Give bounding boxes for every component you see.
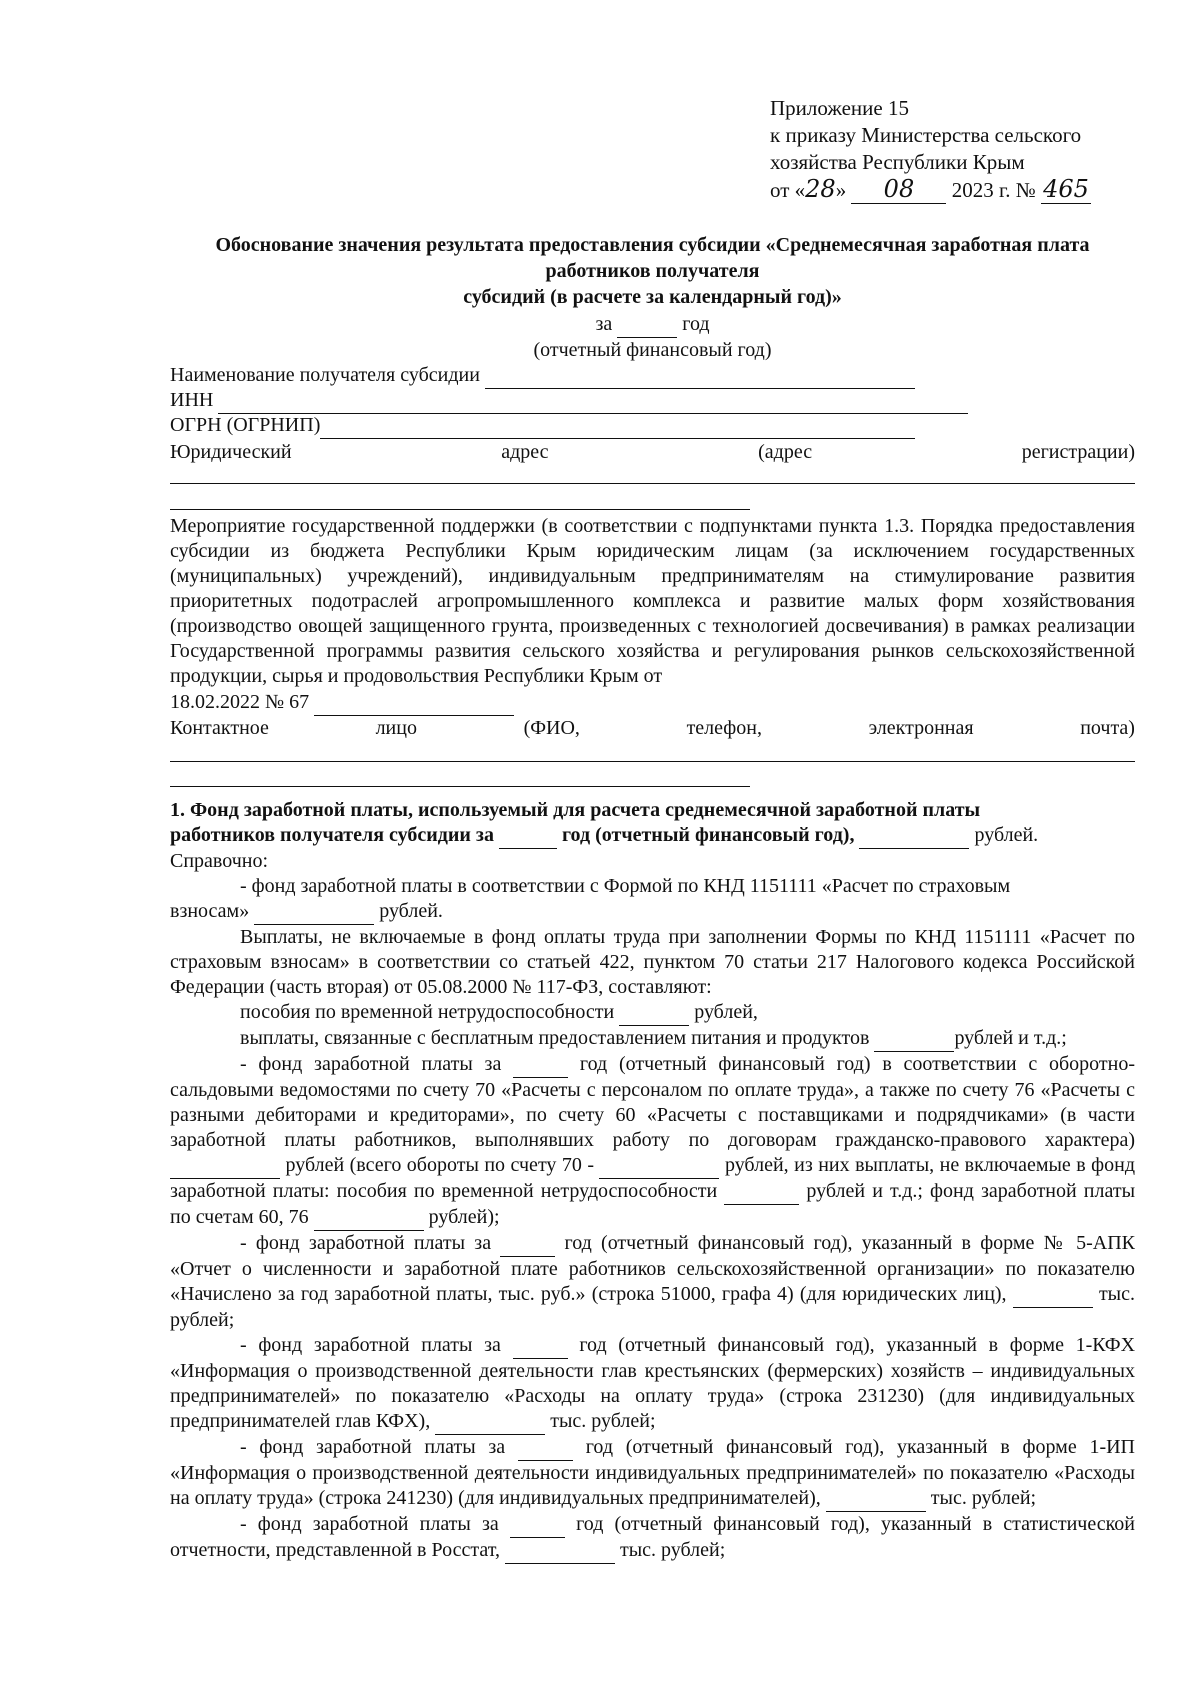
legal-address-word-1: Юридический: [170, 441, 292, 463]
ogrn-label: ОГРН (ОГРНИП): [170, 414, 321, 436]
contact-word-5: электронная: [868, 717, 974, 739]
ogrn-field: [170, 413, 1135, 439]
title-line-1: Обоснование значения результата предоставления субсидии «Среднемесячная заработная плата: [215, 234, 1090, 256]
contact-word-6: почта): [1080, 717, 1135, 739]
measure-paragraph: Мероприятие государственной поддержки (в соответствии с подпунктами пункта 1.3. Порядка предоставления субсидии из бюджета Республики Крым юридическим лицам (за исключением государственных (муниципальных) учреждений), индивидуальным предпринимателям на стимулирование развития приоритетных подотраслей агропромышленного комплекса и развитие малых форм хозяйствования (производство овощей защищенного грунта, произведенных с технологией досвечивания) в рамках реализации Государственной программы развития сельского хозяйства и регулирования рынков сельскохозяйственной продукции, сырья и продовольствия Республики Крым от: [170, 515, 1135, 687]
address-blank-line: [170, 482, 1135, 484]
appendix-line-3: хозяйства Республики Крым: [770, 150, 1025, 174]
rosstat-paragraph: - фонд заработной платы за год (отчетный финансовый год), указанный в статистической отчетности, представленной в Росстат, тыс. рублей;: [170, 1512, 1135, 1564]
contact-word-1: Контактное: [170, 717, 269, 739]
contact-blank-line: [170, 760, 1135, 762]
legal-address-word-4: регистрации): [1021, 441, 1135, 463]
date-prefix: от «: [770, 178, 806, 202]
date-day: 28: [805, 175, 836, 203]
meals-line: выплаты, связанные с бесплатным предоставлением питания и продуктов рублей и т.д.;: [170, 1026, 1135, 1052]
appendix-block: [770, 95, 1130, 204]
period-suffix: год: [682, 313, 710, 335]
contact-field: [170, 716, 1135, 741]
inn-label: ИНН: [170, 389, 214, 411]
contact-word-4: телефон,: [686, 717, 762, 739]
section-1-heading-b: работников получателя субсидии за год (отчетный финансовый год), рублей.: [170, 823, 1135, 849]
section-1-heading-a: 1. Фонд заработной платы, используемый для расчета среднемесячной заработной платы: [170, 799, 981, 821]
payroll-knd-line-a: - фонд заработной платы в соответствии с Формой по КНД 1151111 «Расчет по страховым: [240, 875, 1011, 897]
measure-date: 18.02.2022 № 67: [170, 691, 310, 713]
measure-end: [170, 690, 1135, 716]
sick-leave-line: пособия по временной нетрудоспособности рублей,: [170, 1000, 1135, 1026]
section-1: [170, 798, 1135, 1564]
apk-form-paragraph: - фонд заработной платы за год (отчетный финансовый год), указанный в форме № 5-АПК «Отчет о численности и заработной плате работников сельскохозяйственной организации» по показателю «Начислено за год заработной платы, тыс. руб.» (строка 51000, графа 4) (для юридических лиц), тыс. рублей;: [170, 1232, 1135, 1331]
inn-field: [170, 388, 1135, 414]
period-line: [170, 312, 1135, 338]
document-title: [170, 232, 1135, 310]
title-line-3: субсидий (в расчете за календарный год)»: [463, 286, 842, 308]
payroll-knd-line-b: взносам» рублей.: [170, 899, 1135, 925]
period-prefix: за: [595, 313, 613, 335]
appendix-line-2: к приказу Министерства сельского: [770, 123, 1082, 147]
appendix-line-1: Приложение 15: [770, 96, 909, 120]
ip-form-paragraph: - фонд заработной платы за год (отчетный финансовый год), указанный в форме 1-ИП «Информация о производственной деятельности индивидуальных предпринимателей» по показателю «Расходы на оплату труда» (строка 241230) (для индивидуальных предпринимателей), тыс. рублей;: [170, 1435, 1135, 1512]
legal-address-field: [170, 440, 1135, 465]
turnover-paragraph: - фонд заработной платы за год (отчетный финансовый год) в соответствии с оборотно-сальдовыми ведомостями по счету 70 «Расчеты с персоналом по оплате труда», а также по счету 76 «Расчеты с разными дебиторами и кредиторами», по счету 60 «Расчеты с поставщиками и подрядчиками» (в части заработной платы работников, выполнявших работу по договорам гражданско-правового характера) рублей (всего обороты по счету 70 - рублей, из них выплаты, не включаемые в фонд заработной платы: пособия по временной нетрудоспособности рублей и т.д.; фонд заработной платы по счетам 60, 76 рублей);: [170, 1052, 1135, 1231]
contact-word-2: лицо: [375, 717, 417, 739]
title-line-2: работников получателя: [545, 260, 760, 282]
contact-word-3: (ФИО,: [523, 717, 580, 739]
order-number: 465: [1041, 176, 1091, 204]
recipient-field: [170, 363, 1135, 389]
address-blank-line-2: [170, 508, 750, 510]
period-note: (отчетный финансовый год): [533, 339, 772, 361]
legal-address-word-3: (адрес: [758, 441, 813, 463]
date-month: 08: [851, 176, 946, 204]
reference-label: Справочно:: [170, 850, 269, 872]
contact-blank-line-2: [170, 785, 750, 787]
kfh-form-paragraph: - фонд заработной платы за год (отчетный финансовый год), указанный в форме 1-КФХ «Информация о производственной деятельности глав крестьянских (фермерских) хозяйств – индивидуальных предпринимателей» по показателю «Расходы на оплату труда» (строка 231230) (для индивидуальных предпринимателей глав КФХ), тыс. рублей;: [170, 1333, 1135, 1435]
legal-address-word-2: адрес: [501, 441, 549, 463]
recipient-label: Наименование получателя субсидии: [170, 364, 480, 386]
date-mid: »: [835, 178, 847, 202]
excluded-payments: Выплаты, не включаемые в фонд оплаты труда при заполнении Формы по КНД 1151111 «Расчет по страховым взносам» в соответствии со статьей 422, пунктом 70 статьи 217 Налогового кодекса Российской Федерации (часть вторая) от 05.08.2000 № 117-ФЗ, составляют:: [170, 926, 1135, 998]
date-year: 2023 г. №: [951, 178, 1036, 202]
document-page: [170, 0, 1135, 1690]
appendix-date: [770, 176, 1130, 204]
